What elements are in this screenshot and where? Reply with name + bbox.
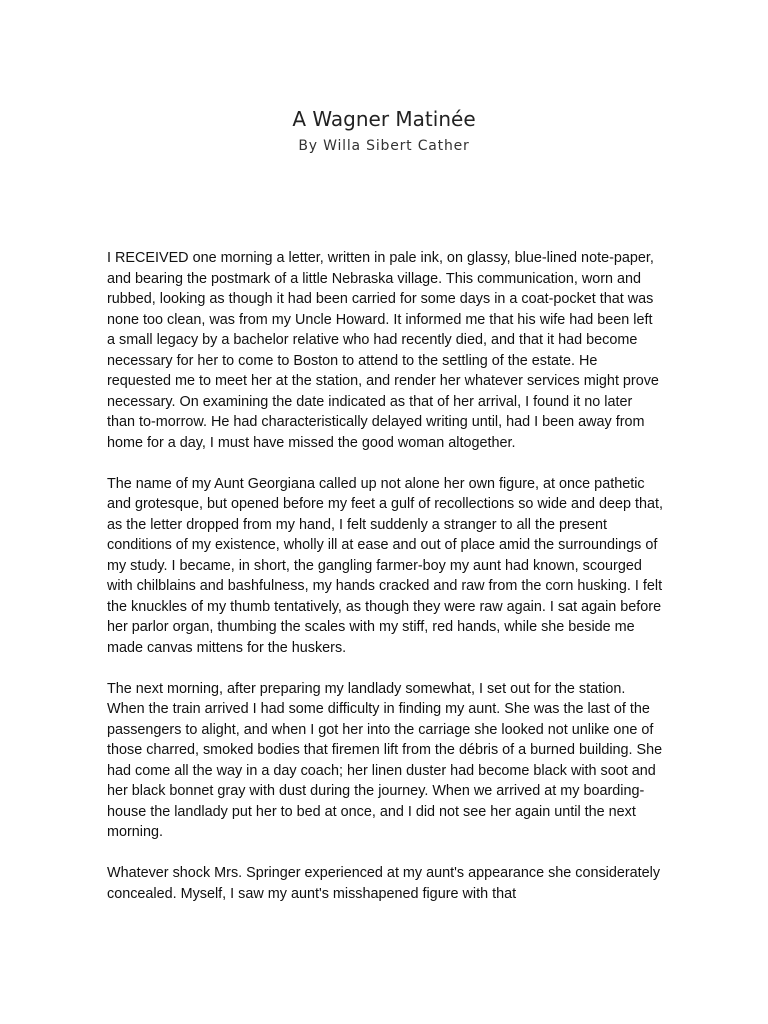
- body-paragraph: The name of my Aunt Georgiana called up not alone her own figure, at once pathetic and grotesque, but opened before my feet a gulf of recollections so wide and deep that, as the letter dropped from my hand, I felt suddenly a stranger to all the present conditions of my existence, wholly ill at ease and out of place amid the surroundings of my study. I became, in short, the gangling farmer-boy my aunt had known, scourged with chilblains and bashfulness, my hands cracked and raw from the corn husking. I felt the knuckles of my thumb tentatively, as though they were raw again. I sat again before her parlor organ, thumbing the scales with my stiff, red hands, while she beside me made canvas mittens for the huskers.: [107, 475, 664, 656]
- body-paragraph: I RECEIVED one morning a letter, written in pale ink, on glassy, blue-lined note-paper, and bearing the postmark of a little Nebraska village. This communication, worn and rubbed, looking as though it had been carried for some days in a coat-pocket that was none too clean, was from my Uncle Howard. It informed me that his wife had been left a small legacy by a bachelor relative who had recently died, and that it had become necessary for her to come to Boston to attend to the settling of the estate. He requested me to meet her at the station, and render her whatever services might prove necessary. On examining the date indicated as that of her arrival, I found it no later than to-morrow. He had characteristically delayed writing until, had I been away from home for a day, I must have missed the good woman altogether.: [107, 250, 659, 451]
- body-paragraph: The next morning, after preparing my landlady somewhat, I set out for the station. When the train arrived I had some difficulty in finding my aunt. She was the last of the passengers to alight, and when I got her into the carriage she looked not unlike one of those charred, smoked bodies that firemen lift from the débris of a burned building. She had come all the way in a day coach; her linen duster had become black with soot and her black bonnet gray with dust during the journey. When we arrived at my boarding-house the landlady put her to bed at once, and I did not see her again until the next morning.: [107, 680, 663, 840]
- document-title: A Wagner Matinée: [292, 107, 476, 131]
- document-body: [107, 248, 663, 925]
- document-byline: By Willa Sibert Cather: [298, 138, 470, 154]
- body-paragraph: Whatever shock Mrs. Springer experienced at my aunt's appearance she considerately concealed. Myself, I saw my aunt's misshapened figure with that: [107, 865, 661, 902]
